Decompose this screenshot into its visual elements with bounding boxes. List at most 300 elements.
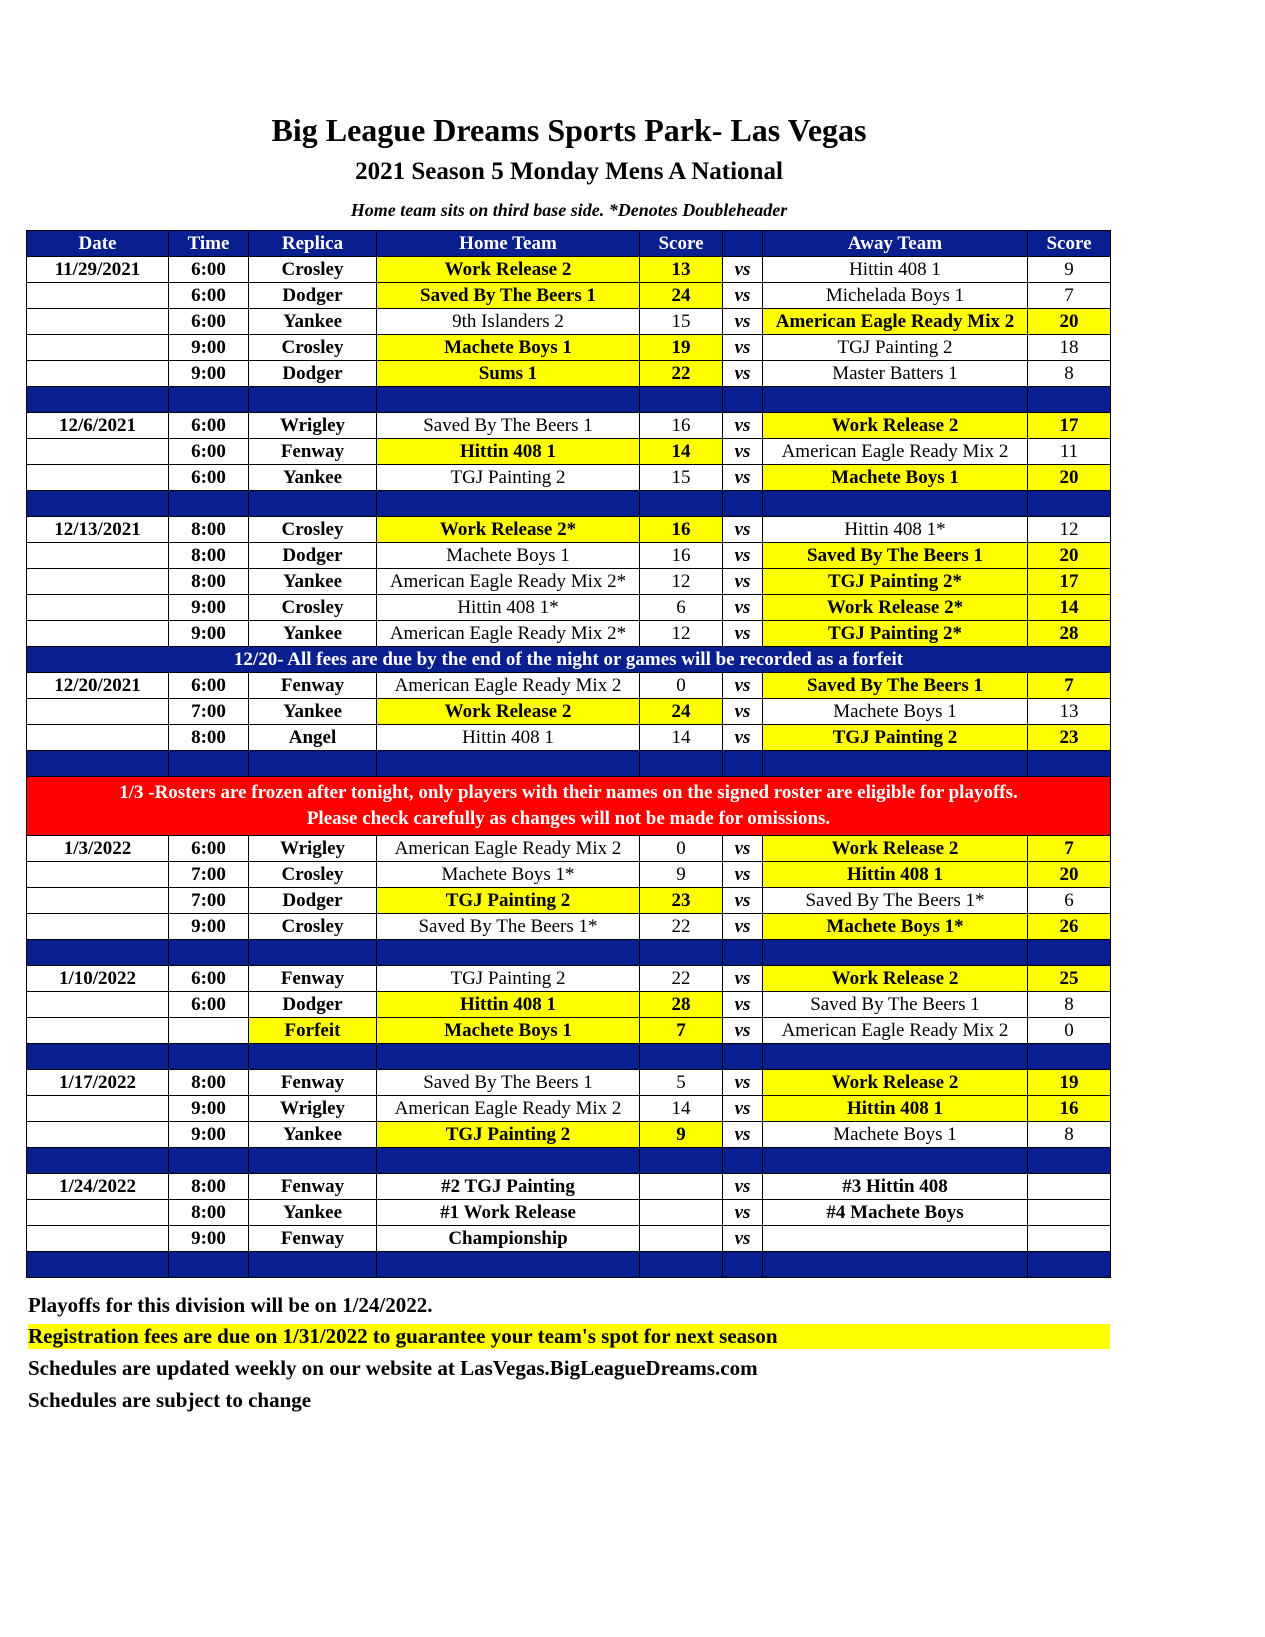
- home-team: American Eagle Ready Mix 2: [377, 1096, 640, 1122]
- roster-alert: [27, 777, 1111, 836]
- away-team: #4 Machete Boys: [763, 1200, 1028, 1226]
- vs-label: vs: [723, 439, 763, 465]
- game-row: [27, 1122, 1111, 1148]
- game-replica: Fenway: [249, 966, 377, 992]
- game-row: [27, 725, 1111, 751]
- game-time: 6:00: [169, 439, 249, 465]
- game-date: [27, 992, 169, 1018]
- away-team: Saved By The Beers 1*: [763, 888, 1028, 914]
- away-score: 17: [1028, 569, 1111, 595]
- away-score: 7: [1028, 673, 1111, 699]
- away-score: 14: [1028, 595, 1111, 621]
- separator-row: [27, 491, 1111, 517]
- home-score: 12: [640, 569, 723, 595]
- home-team: #2 TGJ Painting: [377, 1174, 640, 1200]
- away-team: Hittin 408 1: [763, 862, 1028, 888]
- game-date: 1/17/2022: [27, 1070, 169, 1096]
- away-team: [763, 1226, 1028, 1252]
- game-replica: Yankee: [249, 309, 377, 335]
- header-home-score: Score: [640, 231, 723, 257]
- home-team: American Eagle Ready Mix 2*: [377, 621, 640, 647]
- game-row: [27, 1070, 1111, 1096]
- vs-label: vs: [723, 1200, 763, 1226]
- game-time: [169, 1018, 249, 1044]
- game-replica: Crosley: [249, 335, 377, 361]
- game-time: 9:00: [169, 1096, 249, 1122]
- game-replica: Fenway: [249, 1226, 377, 1252]
- home-team: Saved By The Beers 1: [377, 1070, 640, 1096]
- separator-cell: [723, 387, 763, 413]
- header-replica: Replica: [249, 231, 377, 257]
- game-date: 1/3/2022: [27, 836, 169, 862]
- separator-cell: [377, 1044, 640, 1070]
- game-date: [27, 439, 169, 465]
- away-team: American Eagle Ready Mix 2: [763, 1018, 1028, 1044]
- separator-row: [27, 940, 1111, 966]
- separator-cell: [763, 1044, 1028, 1070]
- vs-label: vs: [723, 621, 763, 647]
- playoffs-note: Playoffs for this division will be on 1/24/2022.: [28, 1293, 433, 1317]
- game-row: [27, 283, 1111, 309]
- game-row: [27, 413, 1111, 439]
- away-score: 8: [1028, 1122, 1111, 1148]
- game-date: [27, 725, 169, 751]
- away-score: 20: [1028, 309, 1111, 335]
- separator-row: [27, 751, 1111, 777]
- game-row: [27, 335, 1111, 361]
- game-replica: Wrigley: [249, 1096, 377, 1122]
- vs-label: vs: [723, 992, 763, 1018]
- separator-cell: [723, 491, 763, 517]
- away-score: 23: [1028, 725, 1111, 751]
- game-date: [27, 309, 169, 335]
- game-row: [27, 361, 1111, 387]
- vs-label: vs: [723, 914, 763, 940]
- game-time: 6:00: [169, 673, 249, 699]
- game-replica: Wrigley: [249, 836, 377, 862]
- game-date: [27, 699, 169, 725]
- away-team: Saved By The Beers 1: [763, 992, 1028, 1018]
- game-time: 9:00: [169, 621, 249, 647]
- vs-label: vs: [723, 283, 763, 309]
- game-time: 6:00: [169, 283, 249, 309]
- home-score: 14: [640, 439, 723, 465]
- separator-cell: [169, 751, 249, 777]
- game-replica: Yankee: [249, 699, 377, 725]
- vs-label: vs: [723, 517, 763, 543]
- game-replica: Crosley: [249, 862, 377, 888]
- game-date: [27, 595, 169, 621]
- game-date: [27, 283, 169, 309]
- vs-label: vs: [723, 862, 763, 888]
- game-time: 6:00: [169, 966, 249, 992]
- away-team: Hittin 408 1*: [763, 517, 1028, 543]
- page-title: Big League Dreams Sports Park- Las Vegas: [271, 112, 867, 148]
- away-team: Work Release 2: [763, 413, 1028, 439]
- home-team: TGJ Painting 2: [377, 1122, 640, 1148]
- separator-row: [27, 387, 1111, 413]
- game-date: [27, 1200, 169, 1226]
- separator-cell: [249, 1252, 377, 1278]
- home-score: 6: [640, 595, 723, 621]
- vs-label: vs: [723, 888, 763, 914]
- home-score: 12: [640, 621, 723, 647]
- header-time: Time: [169, 231, 249, 257]
- game-row: [27, 914, 1111, 940]
- website-note: Schedules are updated weekly on our website at LasVegas.BigLeagueDreams.com: [28, 1356, 758, 1380]
- away-team: Work Release 2: [763, 1070, 1028, 1096]
- separator-cell: [640, 1148, 723, 1174]
- vs-label: vs: [723, 335, 763, 361]
- home-team: Saved By The Beers 1: [377, 413, 640, 439]
- game-replica: Yankee: [249, 621, 377, 647]
- away-score: 26: [1028, 914, 1111, 940]
- away-team: Work Release 2: [763, 836, 1028, 862]
- game-date: [27, 465, 169, 491]
- separator-cell: [27, 387, 169, 413]
- separator-cell: [249, 387, 377, 413]
- game-time: 6:00: [169, 413, 249, 439]
- home-score: 23: [640, 888, 723, 914]
- home-score: 15: [640, 309, 723, 335]
- game-time: 8:00: [169, 1200, 249, 1226]
- game-replica: Fenway: [249, 673, 377, 699]
- separator-cell: [1028, 1148, 1111, 1174]
- game-replica: Wrigley: [249, 413, 377, 439]
- home-team: Work Release 2: [377, 257, 640, 283]
- game-time: 7:00: [169, 888, 249, 914]
- away-score: 19: [1028, 1070, 1111, 1096]
- separator-cell: [27, 1252, 169, 1278]
- vs-label: vs: [723, 673, 763, 699]
- separator-cell: [1028, 1044, 1111, 1070]
- game-date: [27, 1122, 169, 1148]
- vs-label: vs: [723, 257, 763, 283]
- separator-cell: [249, 751, 377, 777]
- away-team: Hittin 408 1: [763, 1096, 1028, 1122]
- game-date: 11/29/2021: [27, 257, 169, 283]
- away-score: 11: [1028, 439, 1111, 465]
- game-date: 1/10/2022: [27, 966, 169, 992]
- game-row: [27, 569, 1111, 595]
- header-row: [27, 231, 1111, 257]
- separator-cell: [723, 940, 763, 966]
- separator-cell: [640, 1044, 723, 1070]
- game-date: [27, 888, 169, 914]
- away-team: Work Release 2*: [763, 595, 1028, 621]
- vs-label: vs: [723, 836, 763, 862]
- home-score: 16: [640, 413, 723, 439]
- separator-cell: [1028, 1252, 1111, 1278]
- away-team: TGJ Painting 2: [763, 725, 1028, 751]
- game-date: 1/24/2022: [27, 1174, 169, 1200]
- home-team: Machete Boys 1*: [377, 862, 640, 888]
- home-team: 9th Islanders 2: [377, 309, 640, 335]
- game-time: 6:00: [169, 309, 249, 335]
- game-date: [27, 1096, 169, 1122]
- home-score: 19: [640, 335, 723, 361]
- game-replica: Forfeit: [249, 1018, 377, 1044]
- vs-label: vs: [723, 1122, 763, 1148]
- vs-label: vs: [723, 309, 763, 335]
- vs-label: vs: [723, 569, 763, 595]
- away-score: 16: [1028, 1096, 1111, 1122]
- game-row: [27, 1174, 1111, 1200]
- game-row: [27, 862, 1111, 888]
- home-score: 28: [640, 992, 723, 1018]
- header-away-score: Score: [1028, 231, 1111, 257]
- separator-cell: [377, 1252, 640, 1278]
- away-score: 8: [1028, 361, 1111, 387]
- vs-label: vs: [723, 1018, 763, 1044]
- away-team: American Eagle Ready Mix 2: [763, 309, 1028, 335]
- game-row: [27, 673, 1111, 699]
- page-subtitle: 2021 Season 5 Monday Mens A National: [355, 158, 783, 185]
- game-row: [27, 992, 1111, 1018]
- game-replica: Crosley: [249, 257, 377, 283]
- away-score: 28: [1028, 621, 1111, 647]
- game-time: 9:00: [169, 361, 249, 387]
- home-score: 24: [640, 699, 723, 725]
- away-score: 20: [1028, 862, 1111, 888]
- home-score: 22: [640, 966, 723, 992]
- game-time: 8:00: [169, 543, 249, 569]
- away-team: Master Batters 1: [763, 361, 1028, 387]
- game-replica: Dodger: [249, 992, 377, 1018]
- vs-label: vs: [723, 595, 763, 621]
- game-replica: Yankee: [249, 465, 377, 491]
- game-row: [27, 1226, 1111, 1252]
- home-team: Hittin 408 1: [377, 439, 640, 465]
- home-team: #1 Work Release: [377, 1200, 640, 1226]
- home-team: Machete Boys 1: [377, 1018, 640, 1044]
- separator-cell: [1028, 751, 1111, 777]
- home-team: Championship: [377, 1226, 640, 1252]
- schedule-table: [26, 230, 1111, 1278]
- away-score: 7: [1028, 283, 1111, 309]
- away-score: 13: [1028, 699, 1111, 725]
- separator-cell: [640, 1252, 723, 1278]
- game-replica: Yankee: [249, 1122, 377, 1148]
- away-score: [1028, 1200, 1111, 1226]
- game-row: [27, 309, 1111, 335]
- separator-cell: [27, 1148, 169, 1174]
- vs-label: vs: [723, 1226, 763, 1252]
- alert-row: [27, 777, 1111, 836]
- schedule-note: Home team sits on third base side. *Denotes Doubleheader: [350, 200, 788, 220]
- home-team: Saved By The Beers 1: [377, 283, 640, 309]
- game-time: 8:00: [169, 1174, 249, 1200]
- away-team: #3 Hittin 408: [763, 1174, 1028, 1200]
- away-score: 0: [1028, 1018, 1111, 1044]
- game-time: 6:00: [169, 465, 249, 491]
- home-team: TGJ Painting 2: [377, 888, 640, 914]
- separator-cell: [1028, 491, 1111, 517]
- game-row: [27, 699, 1111, 725]
- game-date: 12/6/2021: [27, 413, 169, 439]
- separator-cell: [723, 751, 763, 777]
- home-score: 0: [640, 673, 723, 699]
- game-date: [27, 569, 169, 595]
- game-time: 8:00: [169, 1070, 249, 1096]
- game-time: 9:00: [169, 595, 249, 621]
- vs-label: vs: [723, 465, 763, 491]
- separator-cell: [169, 940, 249, 966]
- game-time: 9:00: [169, 1226, 249, 1252]
- vs-label: vs: [723, 413, 763, 439]
- home-score: [640, 1200, 723, 1226]
- game-replica: Crosley: [249, 914, 377, 940]
- game-date: 12/20/2021: [27, 673, 169, 699]
- home-score: 7: [640, 1018, 723, 1044]
- separator-cell: [377, 387, 640, 413]
- game-row: [27, 543, 1111, 569]
- vs-label: vs: [723, 725, 763, 751]
- game-row: [27, 439, 1111, 465]
- home-team: Saved By The Beers 1*: [377, 914, 640, 940]
- home-team: American Eagle Ready Mix 2: [377, 836, 640, 862]
- notice-row: [27, 647, 1111, 673]
- game-row: [27, 621, 1111, 647]
- separator-cell: [249, 940, 377, 966]
- away-team: TGJ Painting 2*: [763, 569, 1028, 595]
- header-home-team: Home Team: [377, 231, 640, 257]
- separator-cell: [249, 491, 377, 517]
- header-date: Date: [27, 231, 169, 257]
- separator-row: [27, 1252, 1111, 1278]
- game-row: [27, 595, 1111, 621]
- home-score: 0: [640, 836, 723, 862]
- game-replica: Yankee: [249, 569, 377, 595]
- game-row: [27, 966, 1111, 992]
- away-team: Hittin 408 1: [763, 257, 1028, 283]
- game-replica: Dodger: [249, 283, 377, 309]
- game-date: [27, 335, 169, 361]
- game-time: 6:00: [169, 257, 249, 283]
- game-time: 9:00: [169, 335, 249, 361]
- separator-cell: [763, 491, 1028, 517]
- separator-cell: [169, 1044, 249, 1070]
- game-replica: Dodger: [249, 361, 377, 387]
- game-row: [27, 1096, 1111, 1122]
- home-team: Hittin 408 1: [377, 992, 640, 1018]
- game-replica: Angel: [249, 725, 377, 751]
- away-team: TGJ Painting 2: [763, 335, 1028, 361]
- game-date: [27, 1226, 169, 1252]
- away-team: Machete Boys 1: [763, 1122, 1028, 1148]
- vs-label: vs: [723, 966, 763, 992]
- separator-row: [27, 1148, 1111, 1174]
- separator-cell: [723, 1044, 763, 1070]
- roster-alert-line: 1/3 -Rosters are frozen after tonight, only players with their names on the signed roster are eligible for playoffs.: [119, 782, 1018, 803]
- game-replica: Dodger: [249, 543, 377, 569]
- game-replica: Dodger: [249, 888, 377, 914]
- game-row: [27, 836, 1111, 862]
- home-score: [640, 1174, 723, 1200]
- separator-cell: [27, 940, 169, 966]
- vs-label: vs: [723, 1070, 763, 1096]
- game-time: 9:00: [169, 1122, 249, 1148]
- header-away-team: Away Team: [763, 231, 1028, 257]
- home-score: 22: [640, 361, 723, 387]
- game-date: [27, 862, 169, 888]
- away-score: 9: [1028, 257, 1111, 283]
- away-score: 25: [1028, 966, 1111, 992]
- separator-cell: [763, 1148, 1028, 1174]
- game-row: [27, 465, 1111, 491]
- home-team: Machete Boys 1: [377, 543, 640, 569]
- home-score: 16: [640, 517, 723, 543]
- separator-cell: [249, 1148, 377, 1174]
- separator-cell: [377, 1148, 640, 1174]
- game-time: 8:00: [169, 517, 249, 543]
- away-team: Work Release 2: [763, 966, 1028, 992]
- game-row: [27, 257, 1111, 283]
- game-replica: Yankee: [249, 1200, 377, 1226]
- home-score: 14: [640, 1096, 723, 1122]
- separator-cell: [27, 751, 169, 777]
- away-team: Michelada Boys 1: [763, 283, 1028, 309]
- separator-cell: [763, 387, 1028, 413]
- home-score: 14: [640, 725, 723, 751]
- home-score: 24: [640, 283, 723, 309]
- away-score: [1028, 1226, 1111, 1252]
- game-time: 6:00: [169, 992, 249, 1018]
- separator-cell: [169, 387, 249, 413]
- game-date: [27, 621, 169, 647]
- away-team: Machete Boys 1: [763, 465, 1028, 491]
- game-replica: Fenway: [249, 1070, 377, 1096]
- game-row: [27, 1018, 1111, 1044]
- game-date: [27, 361, 169, 387]
- separator-cell: [723, 1252, 763, 1278]
- separator-cell: [640, 940, 723, 966]
- away-score: 18: [1028, 335, 1111, 361]
- separator-cell: [169, 1148, 249, 1174]
- separator-cell: [723, 1148, 763, 1174]
- notice-text: 12/20- All fees are due by the end of the night or games will be recorded as a forfeit: [27, 647, 1111, 673]
- separator-cell: [377, 751, 640, 777]
- home-team: American Eagle Ready Mix 2: [377, 673, 640, 699]
- away-score: 20: [1028, 465, 1111, 491]
- home-score: 16: [640, 543, 723, 569]
- separator-cell: [377, 940, 640, 966]
- game-date: [27, 914, 169, 940]
- away-score: 6: [1028, 888, 1111, 914]
- vs-label: vs: [723, 1174, 763, 1200]
- game-replica: Fenway: [249, 1174, 377, 1200]
- game-row: [27, 517, 1111, 543]
- away-team: TGJ Painting 2*: [763, 621, 1028, 647]
- separator-cell: [249, 1044, 377, 1070]
- game-time: 9:00: [169, 914, 249, 940]
- roster-alert-line: Please check carefully as changes will not be made for omissions.: [306, 808, 831, 829]
- away-score: [1028, 1174, 1111, 1200]
- game-time: 8:00: [169, 569, 249, 595]
- separator-cell: [640, 751, 723, 777]
- vs-label: vs: [723, 1096, 763, 1122]
- separator-cell: [1028, 387, 1111, 413]
- separator-cell: [27, 491, 169, 517]
- separator-cell: [169, 1252, 249, 1278]
- home-score: 5: [640, 1070, 723, 1096]
- separator-cell: [763, 751, 1028, 777]
- home-team: TGJ Painting 2: [377, 966, 640, 992]
- home-score: 22: [640, 914, 723, 940]
- home-score: [640, 1226, 723, 1252]
- home-team: Work Release 2*: [377, 517, 640, 543]
- home-score: 9: [640, 1122, 723, 1148]
